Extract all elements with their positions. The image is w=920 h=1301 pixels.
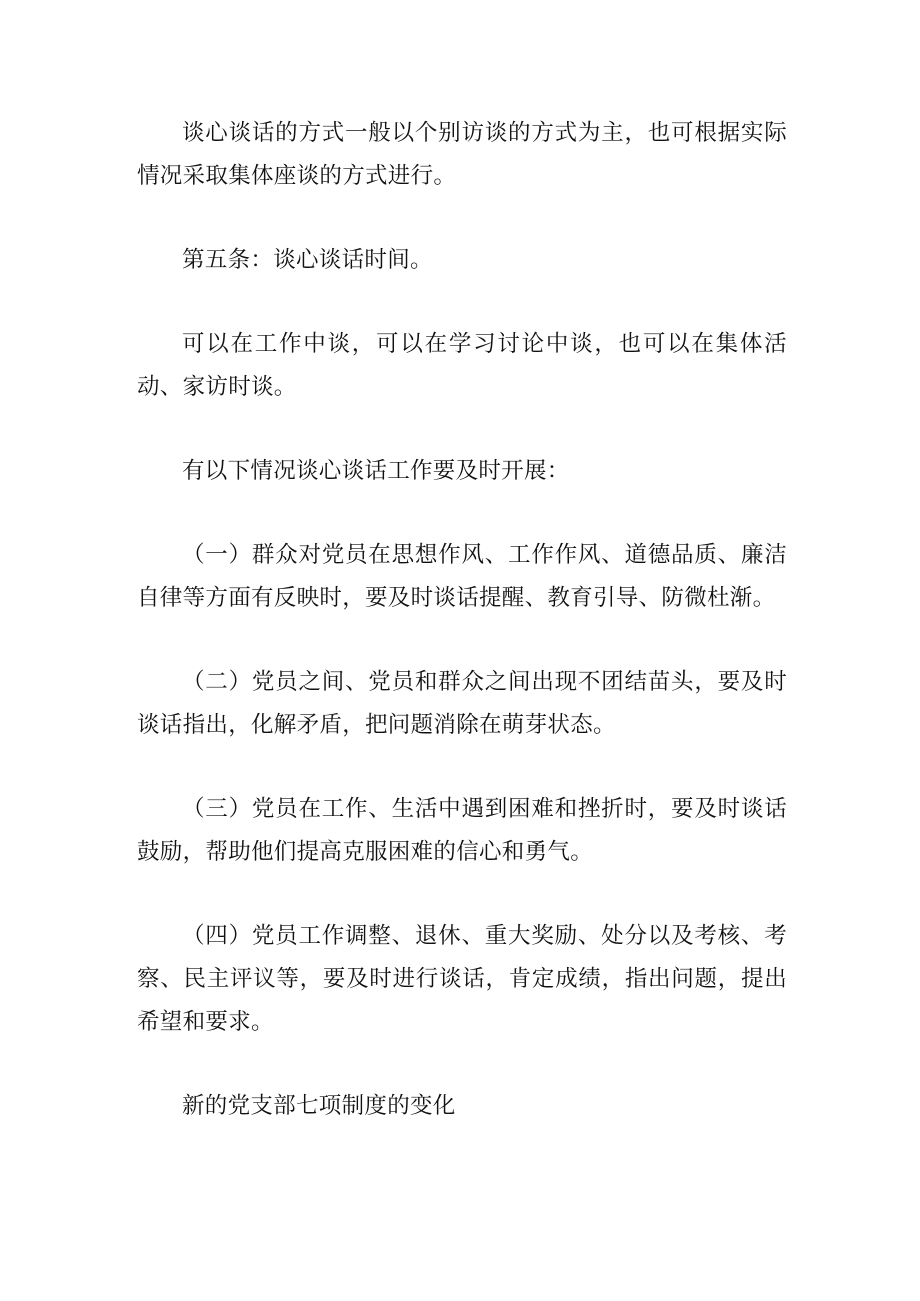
paragraph-spacer	[137, 282, 787, 323]
paragraph-spacer	[137, 493, 787, 534]
paragraph-section-heading: 新的党支部七项制度的变化	[182, 1093, 456, 1119]
paragraph-spacer	[137, 620, 787, 661]
paragraph-spacer	[137, 874, 787, 915]
paragraph-situations-intro: 有以下情况谈心谈话工作要及时开展：	[182, 458, 570, 484]
paragraph-item-one: （一）群众对党员在思想作风、工作作风、道德品质、廉洁自律等方面有反映时，要及时谈话提醒、教育引导、防微杜渐。	[137, 542, 787, 611]
paragraph-talk-method: 谈心谈话的方式一般以个别访谈的方式为主，也可根据实际情况采取集体座谈的方式进行。	[137, 120, 787, 189]
paragraph-spacer	[137, 747, 787, 788]
paragraph-item-four: （四）党员工作调整、退休、重大奖励、处分以及考核、考察、民主评议等，要及时进行谈话，肯定成绩，指出问题，提出希望和要求。	[137, 923, 787, 1035]
document-body	[137, 112, 787, 1128]
paragraph-spacer	[137, 409, 787, 450]
paragraph-item-two: （二）党员之间、党员和群众之间出现不团结苗头，要及时谈话指出，化解矛盾，把问题消除在萌芽状态。	[137, 669, 787, 738]
paragraph-spacer	[137, 198, 787, 239]
paragraph-spacer	[137, 1044, 787, 1085]
paragraph-article-five: 第五条：谈心谈话时间。	[182, 247, 433, 273]
paragraph-talk-time: 可以在工作中谈，可以在学习讨论中谈，也可以在集体活动、家访时谈。	[137, 331, 787, 400]
paragraph-item-three: （三）党员在工作、生活中遇到困难和挫折时，要及时谈话鼓励，帮助他们提高克服困难的信心和勇气。	[137, 796, 787, 865]
